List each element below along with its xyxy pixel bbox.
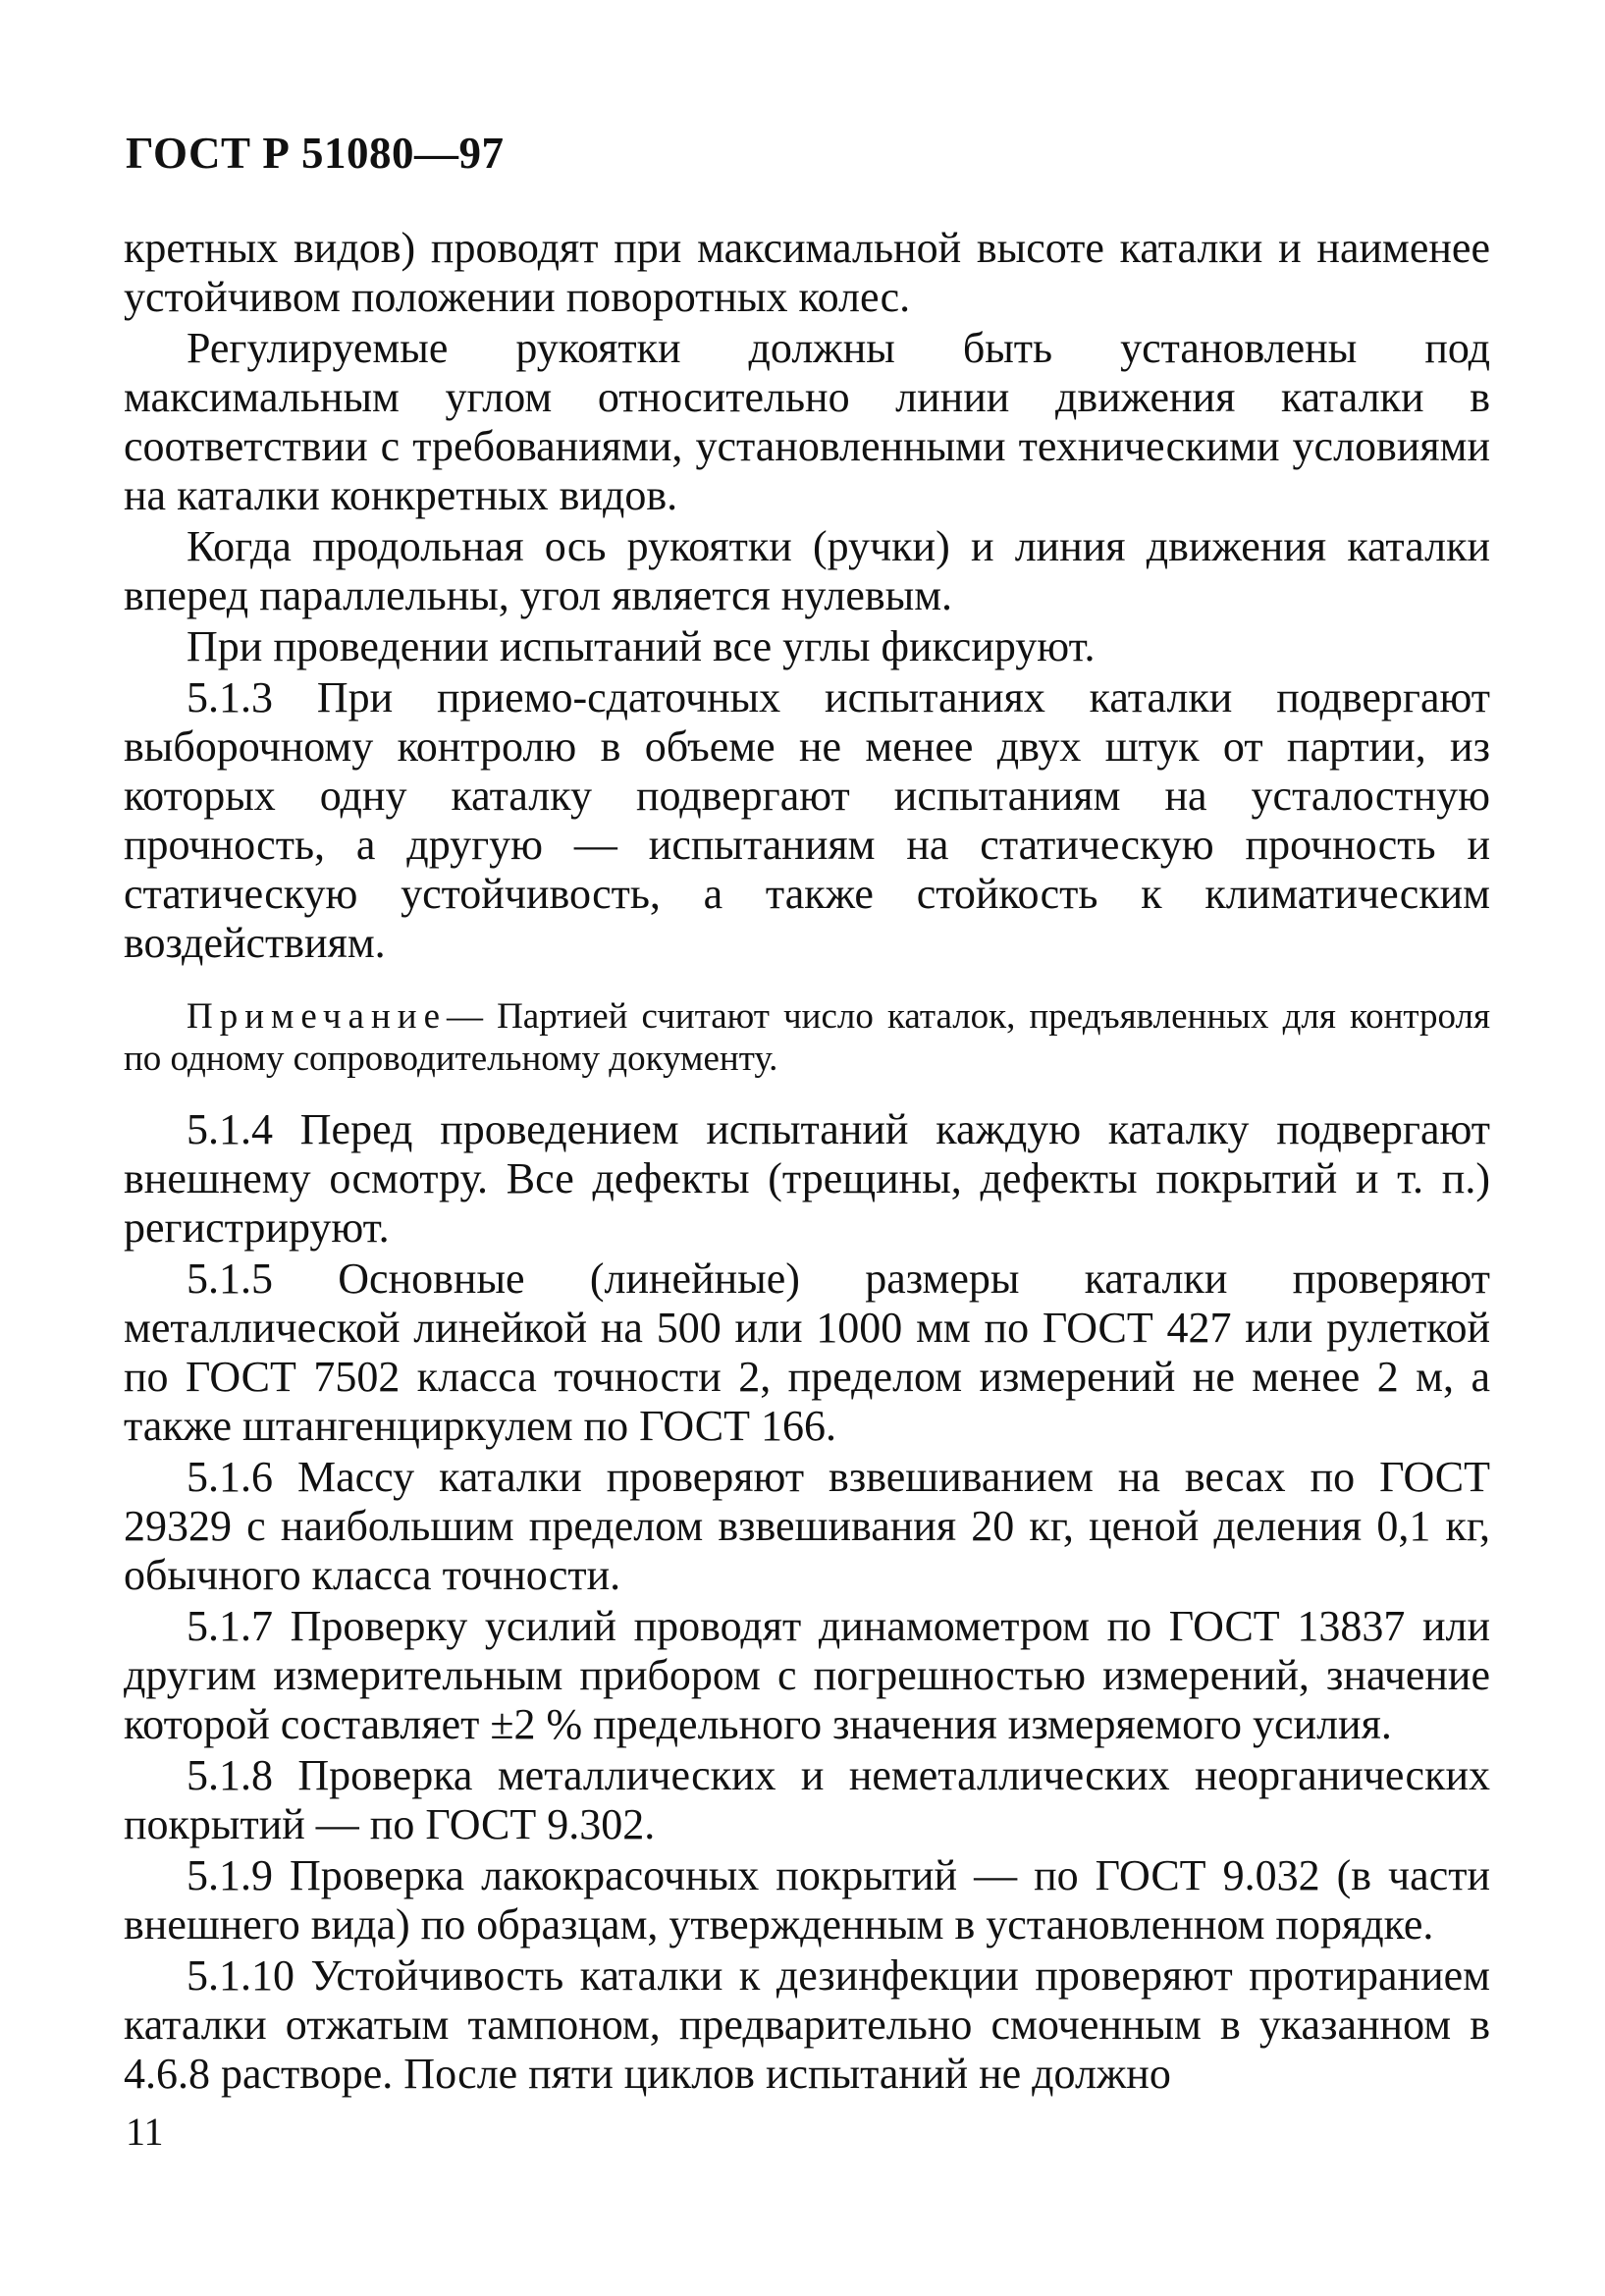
paragraph-zero-angle: Когда продольная ось рукоятки (ручки) и линия движения каталки вперед параллельны, угол является нулевым. bbox=[124, 522, 1490, 619]
paragraph-5-1-7: 5.1.7 Проверку усилий проводят динамометром по ГОСТ 13837 или другим измерительным прибором с погрешностью измерений, значение которой составляет ±2 % предельного значения измеряемого усилия. bbox=[124, 1602, 1490, 1748]
note-block bbox=[124, 995, 1490, 1080]
document-body bbox=[124, 224, 1490, 2101]
paragraph-5-1-4: 5.1.4 Перед проведением испытаний каждую каталку подвергают внешнему осмотру. Все дефекты (трещины, дефекты покрытий и т. п.) регистрируют. bbox=[124, 1105, 1490, 1252]
paragraph-5-1-6: 5.1.6 Массу каталки проверяют взвешиванием на весах по ГОСТ 29329 с наибольшим пределом взвешивания 20 кг, ценой деления 0,1 кг, обычного класса точности. bbox=[124, 1453, 1490, 1599]
note-label: Примечание bbox=[187, 996, 447, 1037]
page-number: 11 bbox=[126, 2109, 164, 2154]
paragraph-5-1-5: 5.1.5 Основные (линейные) размеры каталки проверяют металлической линейкой на 500 или 1000 мм по ГОСТ 427 или рулеткой по ГОСТ 7502 класса точности 2, пределом измерений не менее 2 м, а также штангенциркулем по ГОСТ 166. bbox=[124, 1255, 1490, 1450]
paragraph-continuation: кретных видов) проводят при максимальной высоте каталки и наименее устойчивом положении поворотных колес. bbox=[124, 224, 1490, 321]
paragraph-angles-fixed: При проведении испытаний все углы фиксируют. bbox=[187, 622, 1096, 670]
paragraph-5-1-8: 5.1.8 Проверка металлических и неметаллических неорганических покрытий — по ГОСТ 9.302. bbox=[124, 1751, 1490, 1848]
paragraph-5-1-9: 5.1.9 Проверка лакокрасочных покрытий — по ГОСТ 9.032 (в части внешнего вида) по образцам, утвержденным в установленном порядке. bbox=[124, 1851, 1490, 1949]
note-text: — Партией считают число каталок, предъявленных для контроля по одному сопроводительному документу. bbox=[124, 996, 1490, 1079]
standard-header: ГОСТ Р 51080—97 bbox=[126, 129, 505, 178]
paragraph-5-1-10: 5.1.10 Устойчивость каталки к дезинфекции проверяют протиранием каталки отжатым тампоном, предварительно смоченным в указанном в 4.6.8 растворе. После пяти циклов испытаний не должно bbox=[124, 1951, 1490, 2098]
paragraph-5-1-3: 5.1.3 При приемо-сдаточных испытаниях каталки подвергают выборочному контролю в объеме не менее двух штук от партии, из которых одну каталку подвергают испытаниям на усталостную прочность, а другую — испытаниям на статическую прочность и статическую устойчивость, а также стойкость к климатическим воздействиям. bbox=[124, 673, 1490, 967]
paragraph-handles: Регулируемые рукоятки должны быть установлены под максимальным углом относительно линии движения каталки в соответствии с требованиями, установленными техническими условиями на каталки конкретных видов. bbox=[124, 324, 1490, 519]
